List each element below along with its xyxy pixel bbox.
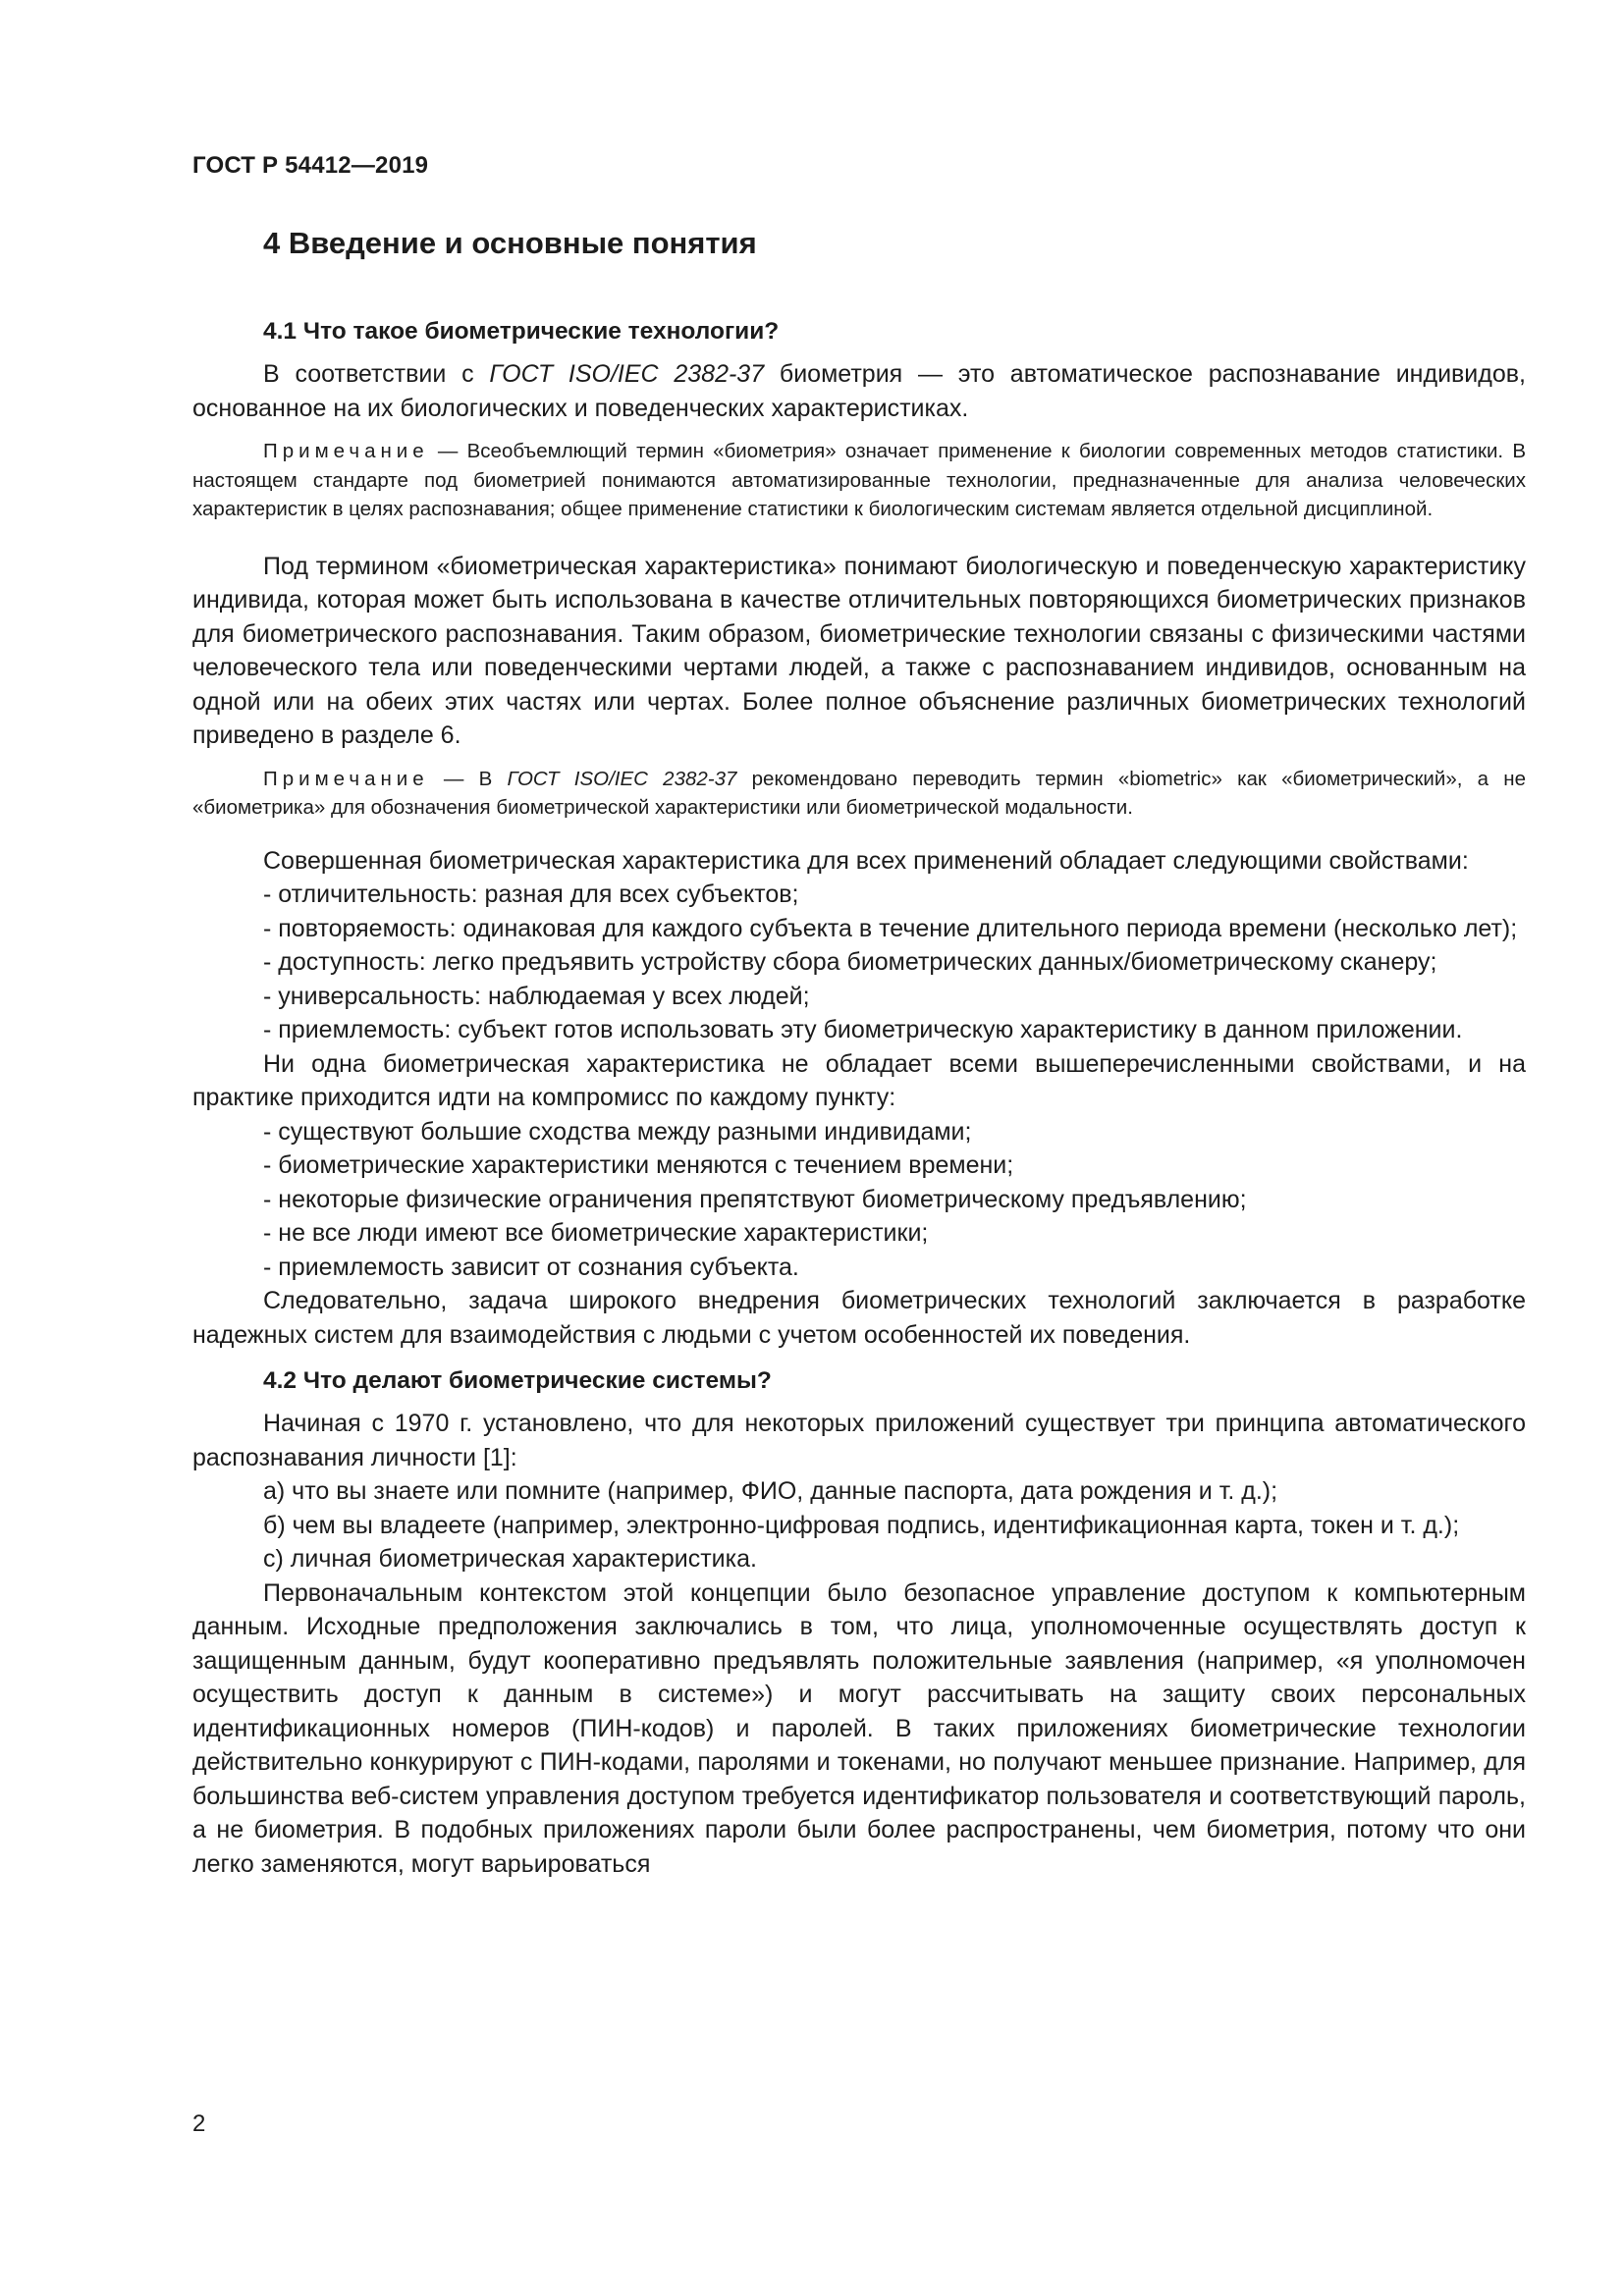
- subsection-4-2-title: 4.2 Что делают биометрические системы?: [263, 1367, 772, 1394]
- list-item: - приемлемость: субъект готов использовать эту биометрическую характеристику в данном приложении.: [263, 1016, 1463, 1043]
- paragraph-access-control: Первоначальным контекстом этой концепции было безопасное управление доступом к компьютерным данным. Исходные предположения заключались в том, что лица, уполномоченные осуществлять доступ к защищенным данным, будут кооперативно предъявлять положительные заявления (например, «я уполномочен осуществить доступ к данным в системе») и могут рассчитывать на защиту своих персональных идентификационных номеров (ПИН-кодов) и паролей. В таких приложениях биометрические технологии действительно конкурируют с ПИН-кодами, паролями и токенами, но получают меньшее признание. Например, для большинства веб-систем управления доступом требуется идентификатор пользователя и соответствующий пароль, а не биометрия. В подобных приложениях пароли были более распространены, чем биометрия, потому что они легко заменяются, могут варьироваться: [192, 1578, 1526, 1878]
- list-item: - повторяемость: одинаковая для каждого субъекта в течение длительного периода времени (несколько лет);: [263, 914, 1518, 942]
- note-label: Примечание: [263, 767, 429, 790]
- note-text: — В: [428, 767, 508, 790]
- section-title: 4 Введение и основные понятия: [263, 226, 757, 260]
- page-content: [192, 224, 1526, 1881]
- note-label: Примечание: [263, 440, 429, 462]
- paragraph-characteristic: Под термином «биометрическая характеристика» понимают биологическую и поведенческую характеристику индивида, которая может быть использована в качестве отличительных повторяющихся биометрических признаков для биометрического распознавания. Таким образом, биометрические технологии связаны с физическими частями человеческого тела или поведенческими чертами людей, а также с распознаванием индивидов, основанным на одной или на обеих этих частях или чертах. Более полное объяснение различных биометрических технологий приведено в разделе 6.: [192, 552, 1526, 749]
- list-item: - не все люди имеют все биометрические характеристики;: [263, 1219, 929, 1247]
- list-item: - приемлемость зависит от сознания субъекта.: [263, 1253, 799, 1281]
- note-2: [192, 765, 1526, 823]
- paragraph-text: В соответствии с: [263, 360, 490, 388]
- paragraph-compromise: Ни одна биометрическая характеристика не обладает всеми вышеперечисленными свойствами, и на практике приходится идти на компромисс по каждому пункту:: [192, 1049, 1526, 1111]
- list-item: а) что вы знаете или помните (например, ФИО, данные паспорта, дата рождения и т. д.);: [263, 1477, 1278, 1505]
- paragraph-definition: [192, 357, 1526, 425]
- note-1: [192, 437, 1526, 524]
- note-text: — Всеобъемлющий термин «биометрия» означает применение к биологии современных методов статистики. В настоящем стандарте под биометрией понимаются автоматизированные технологии, предназначенные для анализа человеческих характеристик в целях распознавания; общее применение статистики к биологическим системам является отдельной дисциплиной.: [192, 440, 1526, 520]
- list-item: - биометрические характеристики меняются с течением времени;: [263, 1151, 1014, 1179]
- paragraph-conclusion: Следовательно, задача широкого внедрения биометрических технологий заключается в разработке надежных систем для взаимодействия с людьми с учетом особенностей их поведения.: [192, 1287, 1526, 1349]
- document-code: ГОСТ Р 54412—2019: [192, 152, 429, 179]
- list-item: - существуют большие сходства между разными индивидами;: [263, 1117, 972, 1146]
- list-item: с) личная биометрическая характеристика.: [263, 1545, 757, 1573]
- list-item: - универсальность: наблюдаемая у всех людей;: [263, 982, 810, 1010]
- page-number: 2: [192, 2110, 206, 2137]
- list-item: - некоторые физические ограничения препятствуют биометрическому предъявлению;: [263, 1185, 1247, 1213]
- paragraph-principles-intro: Начиная с 1970 г. установлено, что для некоторых приложений существует три принципа автоматического распознавания личности [1]:: [192, 1410, 1526, 1471]
- standard-reference: ГОСТ ISO/IEC 2382-37: [507, 767, 737, 790]
- list-item: - доступность: легко предъявить устройству сбора биометрических данных/биометрическому сканеру;: [263, 948, 1437, 976]
- list-item: б) чем вы владеете (например, электронно-цифровая подпись, идентификационная карта, токен и т. д.);: [263, 1511, 1460, 1539]
- note-text: рекомендовано переводить термин «biometric» как «биометрический», а не «биометрика» для обозначения биометрической характеристики или биометрической модальности.: [192, 767, 1526, 819]
- paragraph-properties-intro: Совершенная биометрическая характеристика для всех применений обладает следующими свойствами:: [263, 846, 1469, 875]
- standard-reference: ГОСТ ISO/IEC 2382-37: [489, 360, 765, 388]
- paragraph-text: биометрия — это автоматическое распознавание индивидов, основанное на их биологических и поведенческих характеристиках.: [192, 360, 1526, 422]
- list-item: - отличительность: разная для всех субъектов;: [263, 881, 799, 908]
- subsection-4-1-title: 4.1 Что такое биометрические технологии?: [263, 318, 780, 345]
